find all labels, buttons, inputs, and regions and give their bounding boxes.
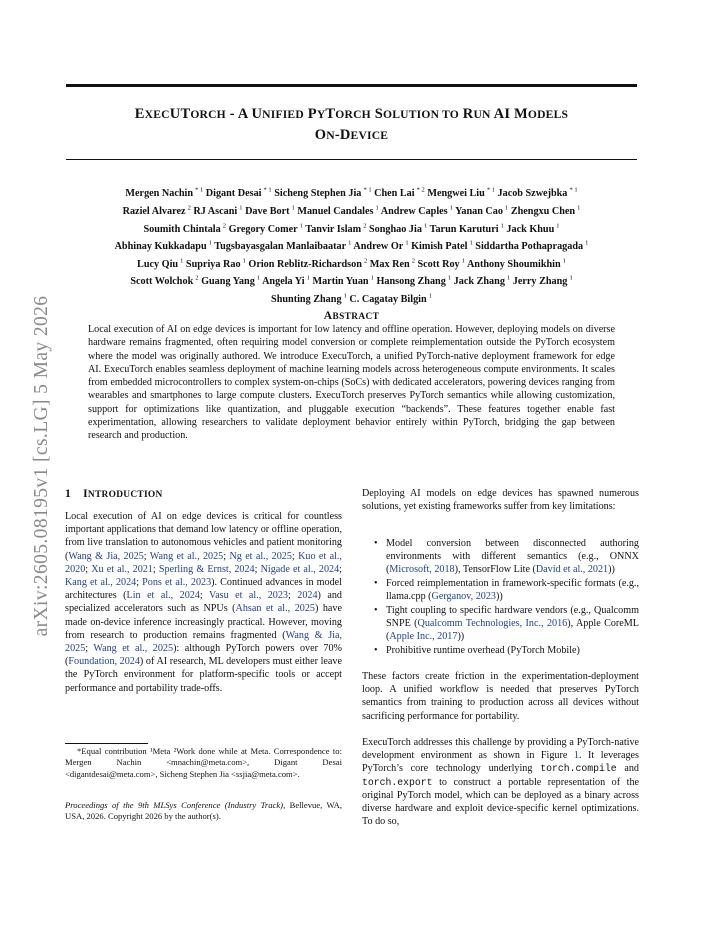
author-name: Songhao Jia $^1$ — [368, 222, 428, 235]
list-item: • Model conversion between disconnected authoring environments with different semantics (e.g., ONNX (Microsoft, 2018), TensorFlow Lite (David et al., 2021)) — [374, 538, 639, 576]
author-name: Zhengxu Chen $^1$ — [510, 204, 581, 217]
citation-link[interactable]: Xu et al., 2021 — [91, 563, 153, 575]
author-affiliation-mark: 2 — [195, 274, 199, 282]
abstract-text: Local execution of AI on edge devices is important for low latency and offline operation. However, deploying models on diverse hardware remains fragmented, often requiring model conversion or complete reimplementation outside the PyTorch ecosystem where the model was originally authored. We introduce ExecuTorch, a unified PyTorch-native deployment framework for edge AI. ExecuTorch enables seamless deployment of machine learning models across heterogeneous compute environments. It scales from embedded microcontrollers to complex system-on-chips (SoCs) with dedicated accelerators, powering devices ranging from wearables and smartphones to large compute clusters. ExecuTorch preserves PyTorch semantics while allowing customization, support for optimizations like quantization, and pluggable execution “backends”. These features together enable fast experimentation, allowing researchers to validate deployment behavior entirely within PyTorch, bridging the gap between research and production. — [88, 324, 615, 442]
author-affiliation-mark: 1 — [239, 204, 243, 212]
citation-link[interactable]: Microsoft, 2018 — [389, 564, 455, 576]
author-name: Mergen Nachin $^{* 1}$ — [125, 187, 204, 200]
list-item: • Tight coupling to specific hardware vendors (e.g., Qualcomm SNPE (Qualcomm Technologies, Inc., 2016), Apple CoreML (Apple Inc., 2017)) — [374, 605, 639, 643]
list-item: • Forced reimplementation in framework-specific formats (e.g., llama.cpp (Gerganov, 2023)) — [374, 578, 639, 603]
author-affiliation-mark: 1 — [256, 274, 261, 282]
author-name: Siddartha Pothapragada $^1$ — [475, 239, 589, 253]
author-name: Jack Zhang $^1$ — [453, 274, 511, 288]
author-affiliation-mark: 1 — [469, 239, 473, 247]
author-affiliation-mark: 1 — [562, 257, 566, 265]
code-torch-export: torch.export — [362, 776, 433, 788]
figure-link[interactable]: 1 — [573, 750, 579, 762]
right-paragraph-2: These factors create friction in the experimentation-deployment loop. A unified workflow is needed that preserves PyTorch semantics from training to production across all devices without sacrificing performance for portability. — [362, 671, 639, 722]
author-affiliation-mark: 1 — [428, 292, 432, 300]
author-name: RJ Ascani $^1$ — [193, 204, 243, 217]
author-affiliation-mark: 1 — [348, 239, 352, 247]
citation-link[interactable]: Ahsan et al., 2025 — [235, 603, 315, 615]
author-name: Angela Yi $^1$ — [262, 274, 310, 288]
citation-link[interactable]: Lin et al., 2024 — [126, 590, 200, 602]
citation-link[interactable]: Kang et al., 2024 — [65, 577, 137, 589]
author-affiliation-mark: 1 — [449, 204, 453, 212]
author-name: Dave Bort $^1$ — [245, 204, 295, 217]
paper-title — [66, 104, 637, 146]
citation-link[interactable]: Gerganov, 2023 — [431, 591, 496, 603]
author-affiliation-mark: 1 — [585, 239, 589, 247]
author-affiliation-mark: 1 — [291, 204, 295, 212]
citation-link[interactable]: Wang & Jia, 2025 — [65, 629, 342, 655]
author-name: Max Ren $^2$ — [369, 257, 415, 270]
author-affiliation-mark: 1 — [506, 274, 511, 282]
bullet-icon: • — [374, 645, 378, 657]
author-affiliation-mark: 1 — [180, 257, 184, 265]
title-bottom-rule — [66, 159, 637, 160]
citation-link[interactable]: Ng et al., 2025 — [229, 550, 292, 562]
author-name: Sicheng Stephen Jia $^{* 1}$ — [274, 187, 372, 200]
citation-link[interactable]: Wang et al., 2025 — [149, 550, 224, 562]
author-affiliation-mark: 1 — [556, 222, 560, 230]
author-name: Digant Desai $^{* 1}$ — [205, 187, 272, 200]
author-name: Tugsbayasgalan Manlaibaatar $^1$ — [214, 239, 352, 253]
author-name: Mengwei Liu $^{* 1}$ — [427, 187, 495, 200]
author-name: Scott Roy $^1$ — [417, 257, 465, 270]
author-name: Supriya Rao $^1$ — [185, 257, 246, 270]
author-affiliation-mark: 1 — [242, 257, 246, 265]
author-name: Manuel Candales $^1$ — [297, 204, 379, 217]
author-name: Scott Wolchok $^2$ — [130, 274, 199, 288]
author-name: Andrew Caples $^1$ — [380, 204, 453, 217]
author-affiliation-mark: 2 — [363, 257, 368, 265]
author-name: Orion Reblitz-Richardson $^2$ — [248, 257, 368, 270]
citation-link[interactable]: Pons et al., 2023 — [142, 577, 212, 589]
author-affiliation-mark: 1 — [569, 274, 573, 282]
author-affiliation-mark: 1 — [461, 257, 465, 265]
citation-link[interactable]: Qualcomm Technologies, Inc., 2016 — [417, 618, 568, 630]
title-top-rule — [66, 84, 637, 87]
author-name: C. Cagatay Bilgin $^1$ — [349, 292, 432, 305]
title-line-1: EXECUTORCH - A UNIFIED PYTORCH SOLUTION TO RUN AI MODELS — [134, 106, 569, 122]
author-list — [60, 184, 643, 307]
author-name: Martin Yuan $^1$ — [312, 274, 374, 288]
author-affiliation-mark: 1 — [423, 222, 428, 230]
section-heading-introduction: 1 INTRODUCTION — [65, 487, 163, 500]
author-name: Soumith Chintala $^2$ — [143, 222, 227, 235]
author-name: Kimish Patel $^1$ — [411, 239, 473, 253]
author-name: Tarun Karuturi $^1$ — [429, 222, 504, 235]
footnote-rule — [65, 743, 148, 744]
author-name: Gregory Comer $^1$ — [228, 222, 303, 235]
citation-link[interactable]: Kuo et al., 2020 — [65, 550, 342, 575]
author-affiliation-mark: 1 — [447, 274, 452, 282]
author-affiliation-mark: 2 — [411, 257, 415, 265]
author-affiliation-mark: 1 — [375, 204, 379, 212]
author-name: Jacob Szwejbka $^{* 1}$ — [497, 187, 578, 200]
citation-link[interactable]: David et al., 2021 — [535, 564, 609, 576]
author-affiliation-mark: * 1 — [263, 187, 272, 194]
author-name: Tanvir Islam $^2$ — [305, 222, 367, 235]
author-affiliation-mark: * 1 — [195, 187, 204, 194]
author-affiliation-mark: 1 — [370, 274, 374, 282]
citation-link[interactable]: Wang & Jia, 2025 — [68, 550, 144, 562]
author-affiliation-mark: * 1 — [363, 187, 372, 194]
author-name: Lucy Qiu $^1$ — [137, 257, 184, 270]
author-affiliation-mark: 2 — [187, 204, 191, 212]
proceedings-note: Proceedings of the 9th MLSys Conference (Industry Track), Bellevue, WA, USA, 2026. Copyright 2026 by the author(s). — [65, 800, 343, 822]
citation-link[interactable]: Apple Inc., 2017 — [389, 631, 458, 643]
right-paragraph-1: Deploying AI models on edge devices has spawned numerous solutions, yet existing frameworks suffer from key limitations: — [362, 488, 639, 513]
limitations-list — [362, 537, 639, 658]
bullet-icon: • — [374, 538, 378, 549]
intro-paragraph: Local execution of AI on edge devices is critical for countless important applications that demand low latency or offline operation, from live translation to autonomous vehicles and patient monitoring (Wang & Jia, 2025; Wang et al., 2025; Ng et al., 2025; Kuo et al., 2020; Xu et al., 2021; Sperling & Ernst, 2024; Nigade et al., 2024; Kang et al., 2024; Pons et al., 2023). Continued advances in model architectures (Lin et al., 2024; Vasu et al., 2023; 2024) and specialized accelerators such as NPUs (Ahsan et al., 2025) have made on-device inference increasingly practical. However, moving from research to production remains fragmented (Wang & Jia, 2025; Wang et al., 2025): although PyTorch powers over 70% (Foundation, 2024) of AI research, ML developers must either leave the PyTorch environment for platform-specific tools or accept performance and portability trade-offs. — [65, 511, 342, 694]
author-affiliation-mark: 1 — [306, 274, 310, 282]
author-name: Guang Yang $^1$ — [201, 274, 261, 288]
author-name: Jack Khuu $^1$ — [506, 222, 560, 235]
author-name: Shunting Zhang $^1$ — [271, 292, 347, 305]
list-item: • Prohibitive runtime overhead (PyTorch Mobile) — [374, 645, 580, 657]
citation-link[interactable]: Sperling & Ernst, 2024 — [158, 563, 255, 575]
citation-link[interactable]: Vasu et al., 2023 — [209, 590, 288, 602]
author-affiliation-mark: * 2 — [416, 187, 425, 194]
bullet-icon: • — [374, 578, 378, 590]
author-name: Yanan Cao $^1$ — [455, 204, 509, 217]
footnote: *Equal contribution ¹Meta ²Work done while at Meta. Correspondence to: Mergen Nachin <mnachin@meta.com>, Digant Desai <digantdesai@meta.com>, Sicheng Stephen Jia <ssjia@meta.com>. — [65, 746, 342, 779]
author-name: Hansong Zhang $^1$ — [376, 274, 452, 288]
author-affiliation-mark: 1 — [505, 204, 509, 212]
author-affiliation-mark: 1 — [577, 204, 581, 212]
author-name: Jerry Zhang $^1$ — [512, 274, 573, 288]
author-name: Chen Lai $^{* 2}$ — [374, 187, 425, 200]
citation-link[interactable]: Nigade et al., 2024 — [260, 563, 340, 575]
citation-link[interactable]: Wang et al., 2025 — [93, 643, 174, 655]
abstract-heading: ABSTRACT — [323, 310, 380, 322]
right-paragraph-3: ExecuTorch addresses this challenge by providing a PyTorch-native development environment as shown in Figure 1. It leverages PyTorch’s core technology underlying torch.compile and torch.export to construct a portable representation of the original PyTorch model, which can be deployed as a binary across diverse hardware and exploit device-specific kernel optimizations. To do so, — [362, 737, 639, 828]
citation-link[interactable]: Foundation, 2024 — [68, 656, 140, 668]
author-affiliation-mark: 1 — [343, 292, 347, 300]
citation-link[interactable]: 2024 — [297, 590, 318, 602]
arxiv-watermark: arXiv:2605.08195v1 [cs.LG] 5 May 2026 — [31, 295, 52, 637]
author-name: Abhinay Kukkadapu $^1$ — [114, 239, 212, 253]
author-name: Anthony Shoumikhin $^1$ — [466, 257, 566, 270]
author-affiliation-mark: 2 — [222, 222, 227, 230]
author-affiliation-mark: 2 — [363, 222, 367, 230]
author-affiliation-mark: 1 — [208, 239, 212, 247]
title-line-2: ON-DEVICE — [314, 127, 389, 143]
author-name: Andrew Or $^1$ — [353, 239, 409, 253]
code-torch-compile: torch.compile — [540, 763, 617, 775]
author-affiliation-mark: * 1 — [569, 187, 578, 194]
author-affiliation-mark: 1 — [500, 222, 504, 230]
bullet-icon: • — [374, 605, 378, 617]
author-affiliation-mark: * 1 — [486, 187, 495, 194]
author-affiliation-mark: 1 — [405, 239, 409, 247]
author-name: Raziel Alvarez $^2$ — [122, 204, 191, 217]
author-affiliation-mark: 1 — [299, 222, 303, 230]
